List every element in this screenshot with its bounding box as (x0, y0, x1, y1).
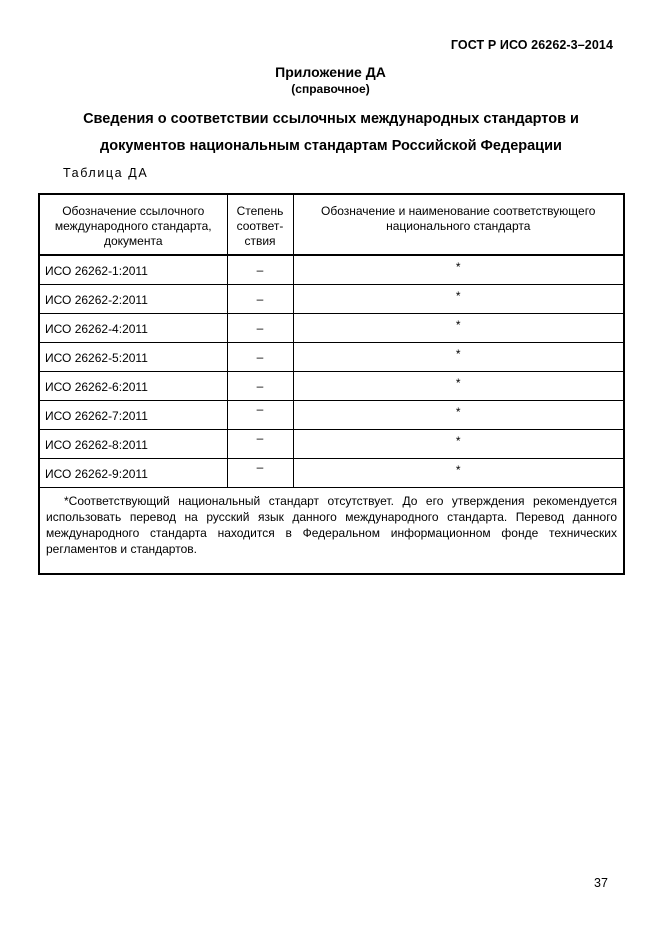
table-row (39, 342, 624, 371)
standards-correspondence-table (38, 193, 625, 575)
section-heading (40, 106, 622, 160)
table-row (39, 313, 624, 342)
cell-standard: ИСО 26262-1:2011 (39, 255, 227, 284)
cell-degree: – (227, 429, 293, 458)
table-row (39, 429, 624, 458)
cell-national: * (293, 313, 624, 342)
cell-national: * (293, 458, 624, 487)
table-row (39, 255, 624, 284)
cell-national: * (293, 371, 624, 400)
cell-degree: – (227, 313, 293, 342)
table-footnote (39, 487, 624, 574)
table-row (39, 458, 624, 487)
column-header-degree: Степень соответ-ствия (227, 194, 293, 255)
table-footnote-text: *Соответствующий национальный стандарт отсутствует. До его утверждения рекомендуется использовать перевод на русский язык данного международного стандарта. Перевод данного международного стандарта находится в Федеральном информационном фонде технических регламентов и стандартов. (46, 493, 617, 556)
table-header-row (39, 194, 624, 255)
page-number: 37 (594, 876, 608, 890)
table-footnote-row (39, 487, 624, 574)
cell-standard: ИСО 26262-9:2011 (39, 458, 227, 487)
cell-degree: – (227, 342, 293, 371)
appendix-title: Приложение ДА (275, 64, 386, 80)
cell-degree: – (227, 255, 293, 284)
cell-standard: ИСО 26262-8:2011 (39, 429, 227, 458)
table-row (39, 284, 624, 313)
cell-national: * (293, 255, 624, 284)
appendix-subtitle: (справочное) (291, 82, 370, 96)
cell-national: * (293, 400, 624, 429)
cell-degree: – (227, 371, 293, 400)
cell-degree: – (227, 400, 293, 429)
cell-national: * (293, 284, 624, 313)
section-heading-line-2: документов национальным стандартам Российской Федерации (100, 138, 562, 154)
column-header-national-standard: Обозначение и наименование соответствующего национального стандарта (293, 194, 624, 255)
table-row (39, 400, 624, 429)
table-caption: Таблица ДА (63, 166, 149, 180)
cell-standard: ИСО 26262-6:2011 (39, 371, 227, 400)
cell-national: * (293, 342, 624, 371)
cell-degree: – (227, 284, 293, 313)
cell-standard: ИСО 26262-2:2011 (39, 284, 227, 313)
cell-standard: ИСО 26262-5:2011 (39, 342, 227, 371)
section-heading-line-1: Сведения о соответствии ссылочных международных стандартов и (83, 111, 579, 127)
cell-national: * (293, 429, 624, 458)
cell-standard: ИСО 26262-7:2011 (39, 400, 227, 429)
cell-standard: ИСО 26262-4:2011 (39, 313, 227, 342)
cell-degree: – (227, 458, 293, 487)
document-code: ГОСТ Р ИСО 26262-3–2014 (450, 38, 613, 52)
table-row (39, 371, 624, 400)
column-header-international-standard: Обозначение ссылочного международного стандарта, документа (39, 194, 227, 255)
